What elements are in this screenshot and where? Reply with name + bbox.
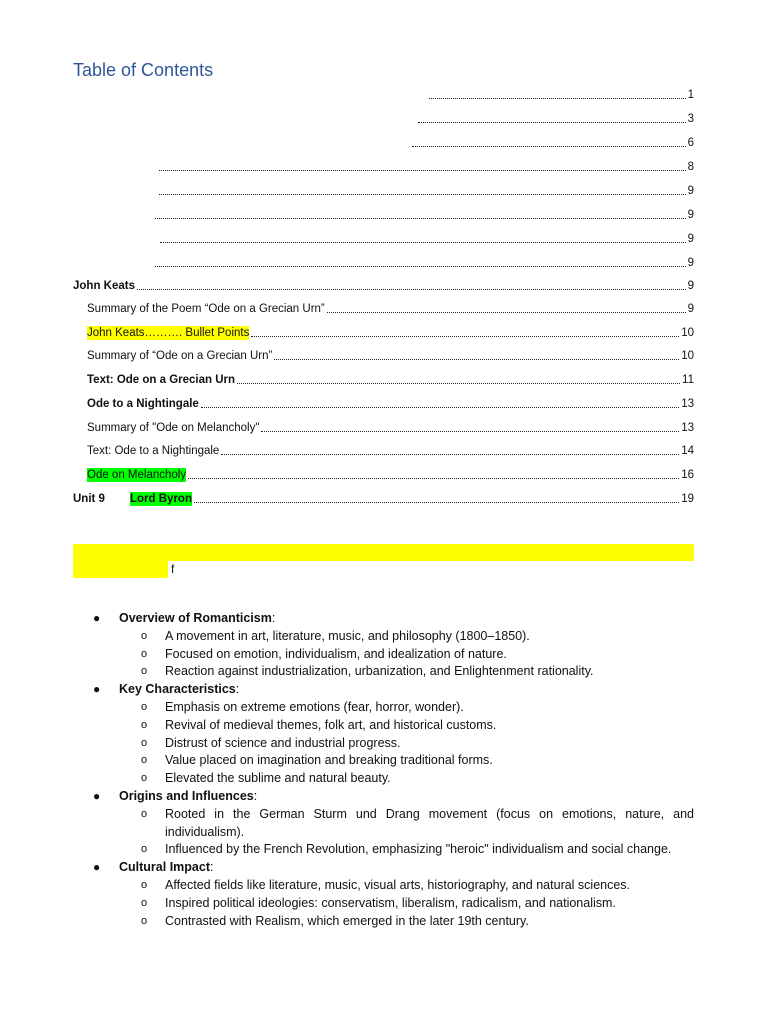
toc-entry[interactable] (410, 132, 694, 150)
heading-colon: : (271, 611, 276, 625)
circle-bullet-icon: o (141, 754, 148, 767)
circle-bullet-icon: o (141, 772, 148, 785)
toc-entry[interactable] (157, 156, 694, 174)
circle-bullet-icon: o (141, 896, 148, 909)
section-heading: Cultural Impact (119, 860, 210, 875)
section-heading: Origins and Influences (119, 788, 254, 803)
toc-page-number: 14 (681, 445, 694, 457)
toc-page-number: 1 (687, 89, 694, 101)
circle-bullet-icon: o (141, 629, 148, 642)
toc-entry-john-keats[interactable] (73, 275, 694, 293)
outline-section (93, 610, 694, 628)
outline-item-text: Contrasted with Realism, which emerged in the later 19th century. (165, 913, 529, 928)
toc-entry-label: Text: Ode on a Grecian Urn (87, 374, 236, 386)
outline-item (93, 735, 694, 753)
toc-page-number: 10 (681, 327, 694, 339)
toc-leader (155, 218, 686, 219)
toc-entry[interactable] (158, 228, 694, 246)
outline-item (93, 752, 694, 770)
toc-leader (327, 312, 686, 313)
toc-entry[interactable] (87, 298, 694, 316)
circle-bullet-icon: o (141, 700, 148, 713)
toc-leader (418, 122, 686, 123)
outline-item (93, 913, 694, 931)
outline-item (93, 646, 694, 664)
circle-bullet-icon: o (141, 665, 148, 678)
toc-unit-number: Unit 9 (73, 493, 105, 505)
toc-title: Table of Contents (73, 60, 214, 80)
toc-leader (429, 98, 686, 99)
toc-leader (251, 336, 679, 337)
outline-section (93, 681, 694, 699)
toc-leader (412, 146, 686, 147)
toc-entry-unit-9[interactable] (73, 488, 694, 506)
toc-entry[interactable] (416, 108, 694, 126)
toc-entry[interactable] (87, 464, 694, 482)
heading-colon: : (235, 682, 240, 697)
toc-leader (237, 383, 680, 384)
circle-bullet-icon: o (141, 736, 148, 749)
outline-item (93, 663, 694, 681)
highlight-block (73, 544, 694, 561)
stray-character: f (171, 562, 175, 576)
toc-page-number: 3 (687, 113, 694, 125)
toc-entry[interactable] (87, 369, 694, 387)
outline-item-text: Rooted in the German Sturm und Drang movement (focus on emotions, nature, and individualism). (165, 806, 694, 839)
outline-item-text: Inspired political ideologies: conservatism, liberalism, radicalism, and nationalism. (165, 895, 616, 910)
toc-page-number: 8 (687, 161, 694, 173)
outline-item-text: Influenced by the French Revolution, emphasizing "heroic" individualism and social change. (165, 842, 672, 857)
toc-leader (159, 170, 686, 171)
toc-entry[interactable] (87, 322, 694, 340)
toc-leader (159, 194, 686, 195)
toc-page-number: 9 (687, 303, 694, 315)
outline-item-text: Revival of medieval themes, folk art, and historical customs. (165, 717, 497, 732)
toc-entry[interactable] (157, 180, 694, 198)
toc-entry[interactable] (427, 84, 694, 102)
toc-entry[interactable] (87, 345, 694, 363)
circle-bullet-icon: o (141, 807, 148, 820)
toc-leader (201, 407, 679, 408)
circle-bullet-icon: o (141, 878, 148, 891)
toc-entry-label: Ode on Melancholy (87, 469, 187, 481)
toc-page-number: 19 (681, 493, 694, 505)
toc-page-number: 9 (687, 185, 694, 197)
heading-colon: : (253, 788, 258, 803)
outline-section (93, 859, 694, 877)
toc-page-number: 11 (682, 374, 694, 386)
outline-item-text: Affected fields like literature, music, visual arts, historiography, and natural sciences. (165, 877, 631, 892)
toc-leader (155, 266, 686, 267)
toc-entry[interactable] (87, 393, 694, 411)
section-heading: Overview of Romanticism (119, 611, 272, 625)
toc-entry[interactable] (87, 417, 694, 435)
outline-item-text: Value placed on imagination and breaking traditional forms. (165, 753, 493, 768)
toc-entry-label: Lord Byron (130, 493, 192, 505)
outline-item (93, 628, 694, 646)
toc-entry[interactable] (153, 252, 694, 270)
toc-leader (188, 478, 679, 479)
bullet-icon: ● (93, 788, 101, 803)
toc-page-number: 6 (687, 137, 694, 149)
outline-item-text: Reaction against industrialization, urbanization, and Enlightenment rationality. (165, 664, 594, 679)
toc-leader (160, 242, 686, 243)
outline-item-text: Focused on emotion, individualism, and idealization of nature. (165, 646, 507, 661)
toc-leader (221, 454, 679, 455)
outline-item (93, 770, 694, 788)
outline-item (93, 877, 694, 895)
circle-bullet-icon: o (141, 843, 148, 856)
toc-entry-label: John Keats………. Bullet Points (87, 327, 250, 339)
outline-item-text: Distrust of science and industrial progress. (165, 735, 401, 750)
outline-item (93, 841, 694, 859)
section-heading: Key Characteristics (119, 682, 236, 697)
outline-item-text: A movement in art, literature, music, and philosophy (1800–1850). (165, 628, 530, 643)
toc-entry-label: Ode to a Nightingale (87, 398, 199, 410)
outline-item (93, 717, 694, 735)
toc-page-number: 10 (681, 350, 694, 362)
toc-leader (194, 502, 679, 503)
circle-bullet-icon: o (141, 647, 148, 660)
outline-item-text: Emphasis on extreme emotions (fear, horror, wonder). (165, 699, 464, 714)
toc-entry-label: Summary of “Ode on a Grecian Urn” (87, 350, 273, 362)
toc-leader (261, 431, 679, 432)
toc-entry[interactable] (87, 440, 694, 458)
circle-bullet-icon: o (141, 718, 148, 731)
romanticism-outline (93, 610, 694, 930)
bullet-icon: ● (93, 682, 101, 697)
toc-entry-label: Summary of the Poem “Ode on a Grecian Urn” (87, 303, 325, 315)
toc-page-number: 13 (681, 398, 694, 410)
toc-entry-label: Text: Ode to a Nightingale (87, 445, 220, 457)
toc-entry-label: John Keats (73, 280, 135, 292)
outline-item (93, 699, 694, 717)
toc-page-number: 13 (681, 422, 694, 434)
toc-entry[interactable] (153, 204, 694, 222)
outline-item-text: Elevated the sublime and natural beauty. (165, 771, 391, 786)
toc-page-number: 16 (681, 469, 694, 481)
outline-item (93, 806, 694, 842)
toc-page-number: 9 (687, 209, 694, 221)
toc-leader (137, 289, 686, 290)
bullet-icon: ● (93, 860, 101, 875)
toc-page-number: 9 (687, 280, 694, 292)
toc-page-number: 9 (687, 257, 694, 269)
outline-item (93, 895, 694, 913)
bullet-icon: ● (93, 611, 101, 625)
circle-bullet-icon: o (141, 914, 148, 927)
toc-leader (274, 359, 679, 360)
toc-page-number: 9 (687, 233, 694, 245)
heading-colon: : (210, 860, 214, 875)
toc-entry-label: Summary of "Ode on Melancholy" (87, 422, 260, 434)
outline-section (93, 788, 694, 806)
highlight-block (73, 561, 168, 578)
